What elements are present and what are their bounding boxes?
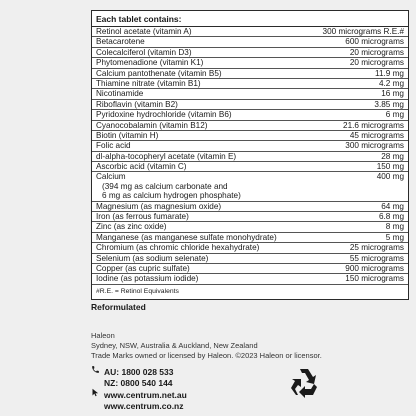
ingredient-name: Pyridoxine hydrochloride (vitamin B6) [96, 110, 232, 120]
au-phone[interactable]: AU: 1800 028 533 [104, 366, 174, 377]
company-name: Haleon [91, 331, 115, 340]
ingredient-name: Ascorbic acid (vitamin C) [96, 162, 187, 172]
calcium-row [92, 172, 408, 201]
ingredient-row [92, 141, 408, 151]
ingredient-row [92, 89, 408, 99]
calcium-detail-2: 6 mg as calcium hydrogen phosphate) [102, 191, 241, 201]
ingredient-amount: 45 micrograms [349, 130, 404, 140]
ingredient-name: Zinc (as zinc oxide) [96, 222, 167, 232]
calcium-name: Calcium [96, 172, 126, 182]
au-website[interactable]: www.centrum.net.au [104, 389, 187, 400]
ingredient-amount: 5 mg [385, 232, 404, 242]
ingredient-name: Selenium (as sodium selenate) [96, 253, 209, 263]
ingredient-name: Cyanocobalamin (vitamin B12) [96, 120, 208, 130]
ingredient-row [92, 254, 408, 264]
ingredient-row [92, 274, 408, 284]
ingredient-amount: 900 micrograms [345, 263, 404, 273]
contact-info [91, 366, 187, 412]
company-info [91, 331, 322, 362]
ingredient-amount: 150 micrograms [345, 274, 404, 284]
ingredient-name: Manganese (as manganese sulfate monohydrate) [96, 232, 277, 242]
ingredient-row [92, 162, 408, 172]
ingredient-amount: 11.9 mg [375, 68, 404, 78]
ingredient-row [92, 58, 408, 68]
ingredient-amount: 6 mg [385, 110, 404, 120]
ingredient-name: Magnesium (as magnesium oxide) [96, 201, 222, 211]
ingredient-name: dl-alpha-tocopheryl acetate (vitamin E) [96, 151, 237, 161]
ingredient-name: Phytomenadione (vitamin K1) [96, 58, 204, 68]
ingredient-row [92, 152, 408, 162]
nutrition-panel [91, 10, 409, 300]
ingredient-amount: 21.6 micrograms [343, 120, 404, 130]
ingredient-row [92, 121, 408, 131]
ingredient-row [92, 222, 408, 232]
ingredient-amount: 3.85 mg [374, 99, 404, 109]
ingredient-row [92, 69, 408, 79]
ingredient-amount: 28 mg [381, 151, 404, 161]
ingredient-name: Iron (as ferrous fumarate) [96, 212, 189, 222]
ingredient-amount: 300 micrograms [345, 141, 404, 151]
ingredient-row [92, 110, 408, 120]
ingredient-amount: 4.2 mg [378, 78, 404, 88]
ingredient-row [92, 79, 408, 89]
nz-website[interactable]: www.centrum.co.nz [104, 401, 184, 412]
ingredient-name: Retinol acetate (vitamin A) [96, 27, 192, 36]
footnote: #R.E. = Retinol Equivalents [96, 287, 179, 295]
ingredient-amount: 64 mg [381, 201, 404, 211]
ingredient-name: Colecalciferol (vitamin D3) [96, 47, 192, 57]
ingredient-name: Copper (as cupric sulfate) [96, 263, 190, 273]
ingredient-name: Iodine (as potassium iodide) [96, 274, 199, 284]
ingredient-name: Riboflavin (vitamin B2) [96, 99, 178, 109]
ingredient-row [92, 212, 408, 222]
ingredient-name: Nicotinamide [96, 89, 144, 99]
ingredient-name: Chromium (as chromic chloride hexahydrate) [96, 243, 260, 253]
ingredient-row [92, 243, 408, 253]
ingredient-amount: 300 micrograms R.E.# [322, 27, 404, 36]
ingredient-amount: 55 micrograms [349, 253, 404, 263]
panel-header: Each tablet contains: [92, 11, 408, 27]
ingredient-name: Biotin (vitamin H) [96, 130, 159, 140]
ingredient-amount: 600 micrograms [345, 37, 404, 47]
ingredient-row [92, 202, 408, 212]
ingredient-name: Calcium pantothenate (vitamin B5) [96, 68, 222, 78]
reformulated-label: Reformulated [91, 302, 146, 312]
ingredient-row [92, 264, 408, 274]
web-pointer-icon [91, 388, 104, 401]
ingredient-row [92, 233, 408, 243]
calcium-amount: 400 mg [376, 172, 404, 182]
ingredient-row [92, 48, 408, 58]
phone-icon [91, 365, 104, 378]
company-location: Sydney, NSW, Australia & Auckland, New Zealand [91, 341, 258, 351]
ingredient-row [92, 100, 408, 110]
ingredient-name: Betacarotene [96, 37, 145, 47]
ingredient-name: Folic acid [96, 141, 131, 151]
recycle-icon [287, 367, 321, 399]
calcium-detail-1: (394 mg as calcium carbonate and [102, 181, 228, 191]
ingredient-amount: 8 mg [385, 222, 404, 232]
ingredient-amount: 16 mg [381, 89, 404, 99]
ingredient-row [92, 131, 408, 141]
ingredient-amount: 6.8 mg [378, 212, 404, 222]
ingredient-amount: 25 micrograms [349, 243, 404, 253]
trademark-text: Trade Marks owned or licensed by Haleon. ©2023 Haleon or licensor. [91, 351, 322, 361]
nz-phone[interactable]: NZ: 0800 540 144 [104, 378, 173, 389]
ingredient-name: Thiamine nitrate (vitamin B1) [96, 78, 201, 88]
ingredient-amount: 20 micrograms [349, 58, 404, 68]
ingredient-amount: 20 micrograms [349, 47, 404, 57]
ingredient-amount: 150 mg [376, 162, 404, 172]
ingredient-row [92, 37, 408, 47]
ingredient-row [92, 27, 408, 37]
